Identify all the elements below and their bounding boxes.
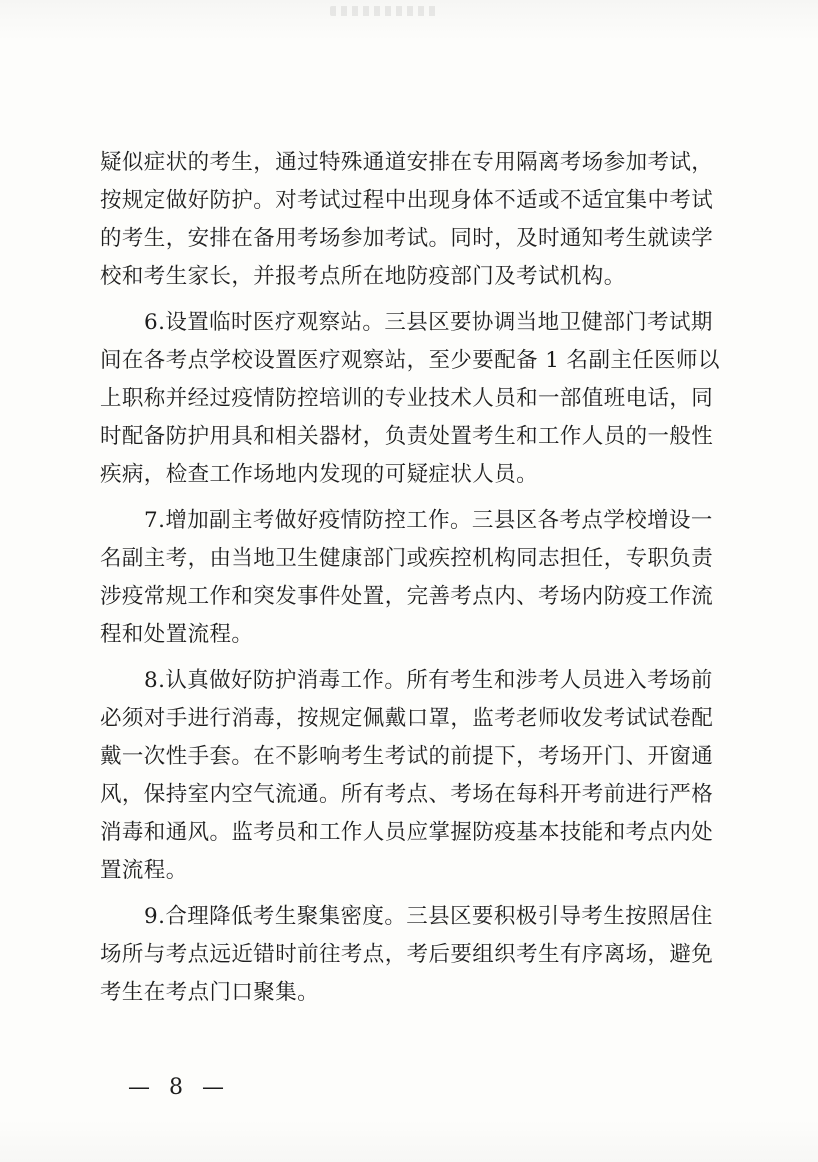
text-line: 名副主考，由当地卫生健康部门或疾控机构同志担任，专职负责	[100, 546, 714, 571]
text-line: 涉疫常规工作和突发事件处置，完善考点内、考场内防疫工作流	[100, 584, 714, 609]
text-line: 风，保持室内空气流通。所有考点、考场在每科开考前进行严格	[100, 782, 714, 807]
text-line: 程和处置流程。	[100, 622, 254, 647]
text-line: 的考生，安排在备用考场参加考试。同时，及时通知考生就读学	[100, 226, 714, 251]
text-line: 疑似症状的考生，通过特殊通道安排在专用隔离考场参加考试，	[100, 150, 714, 175]
text-line: 上职称并经过疫情防控培训的专业技术人员和一部值班电话，同	[100, 386, 714, 411]
text-line: 按规定做好防护。对考试过程中出现身体不适或不适宜集中考试	[100, 188, 714, 213]
text-line: 校和考生家长，并报考点所在地防疫部门及考试机构。	[100, 264, 626, 289]
text-line: 间在各考点学校设置医疗观察站，至少要配备 1 名副主任医师以	[100, 348, 720, 373]
text-line: 时配备防护用具和相关器材，负责处置考生和工作人员的一般性	[100, 424, 714, 449]
paragraph-6-first-line: 6.设置临时医疗观察站。三县区要协调当地卫健部门考试期	[144, 310, 713, 335]
paragraph-7-first-line: 7.增加副主考做好疫情防控工作。三县区各考点学校增设一	[144, 508, 713, 533]
paragraph-9-first-line: 9.合理降低考生聚集密度。三县区要积极引导考生按照居住	[144, 904, 713, 929]
page-number: — 8 —	[128, 1075, 230, 1100]
text-line: 考生在考点门口聚集。	[100, 980, 320, 1005]
scan-bleed-through	[330, 6, 440, 16]
text-line: 置流程。	[100, 858, 188, 883]
text-line: 戴一次性手套。在不影响考生考试的前提下，考场开门、开窗通	[100, 744, 714, 769]
text-line: 消毒和通风。监考员和工作人员应掌握防疫基本技能和考点内处	[100, 820, 714, 845]
body-text	[100, 144, 720, 1012]
text-line: 场所与考点远近错时前往考点，考后要组织考生有序离场，避免	[100, 942, 714, 967]
paragraph-8-first-line: 8.认真做好防护消毒工作。所有考生和涉考人员进入考场前	[144, 668, 713, 693]
text-line: 疾病，检查工作场地内发现的可疑症状人员。	[100, 462, 539, 487]
text-line: 必须对手进行消毒，按规定佩戴口罩，监考老师收发考试试卷配	[100, 706, 714, 731]
